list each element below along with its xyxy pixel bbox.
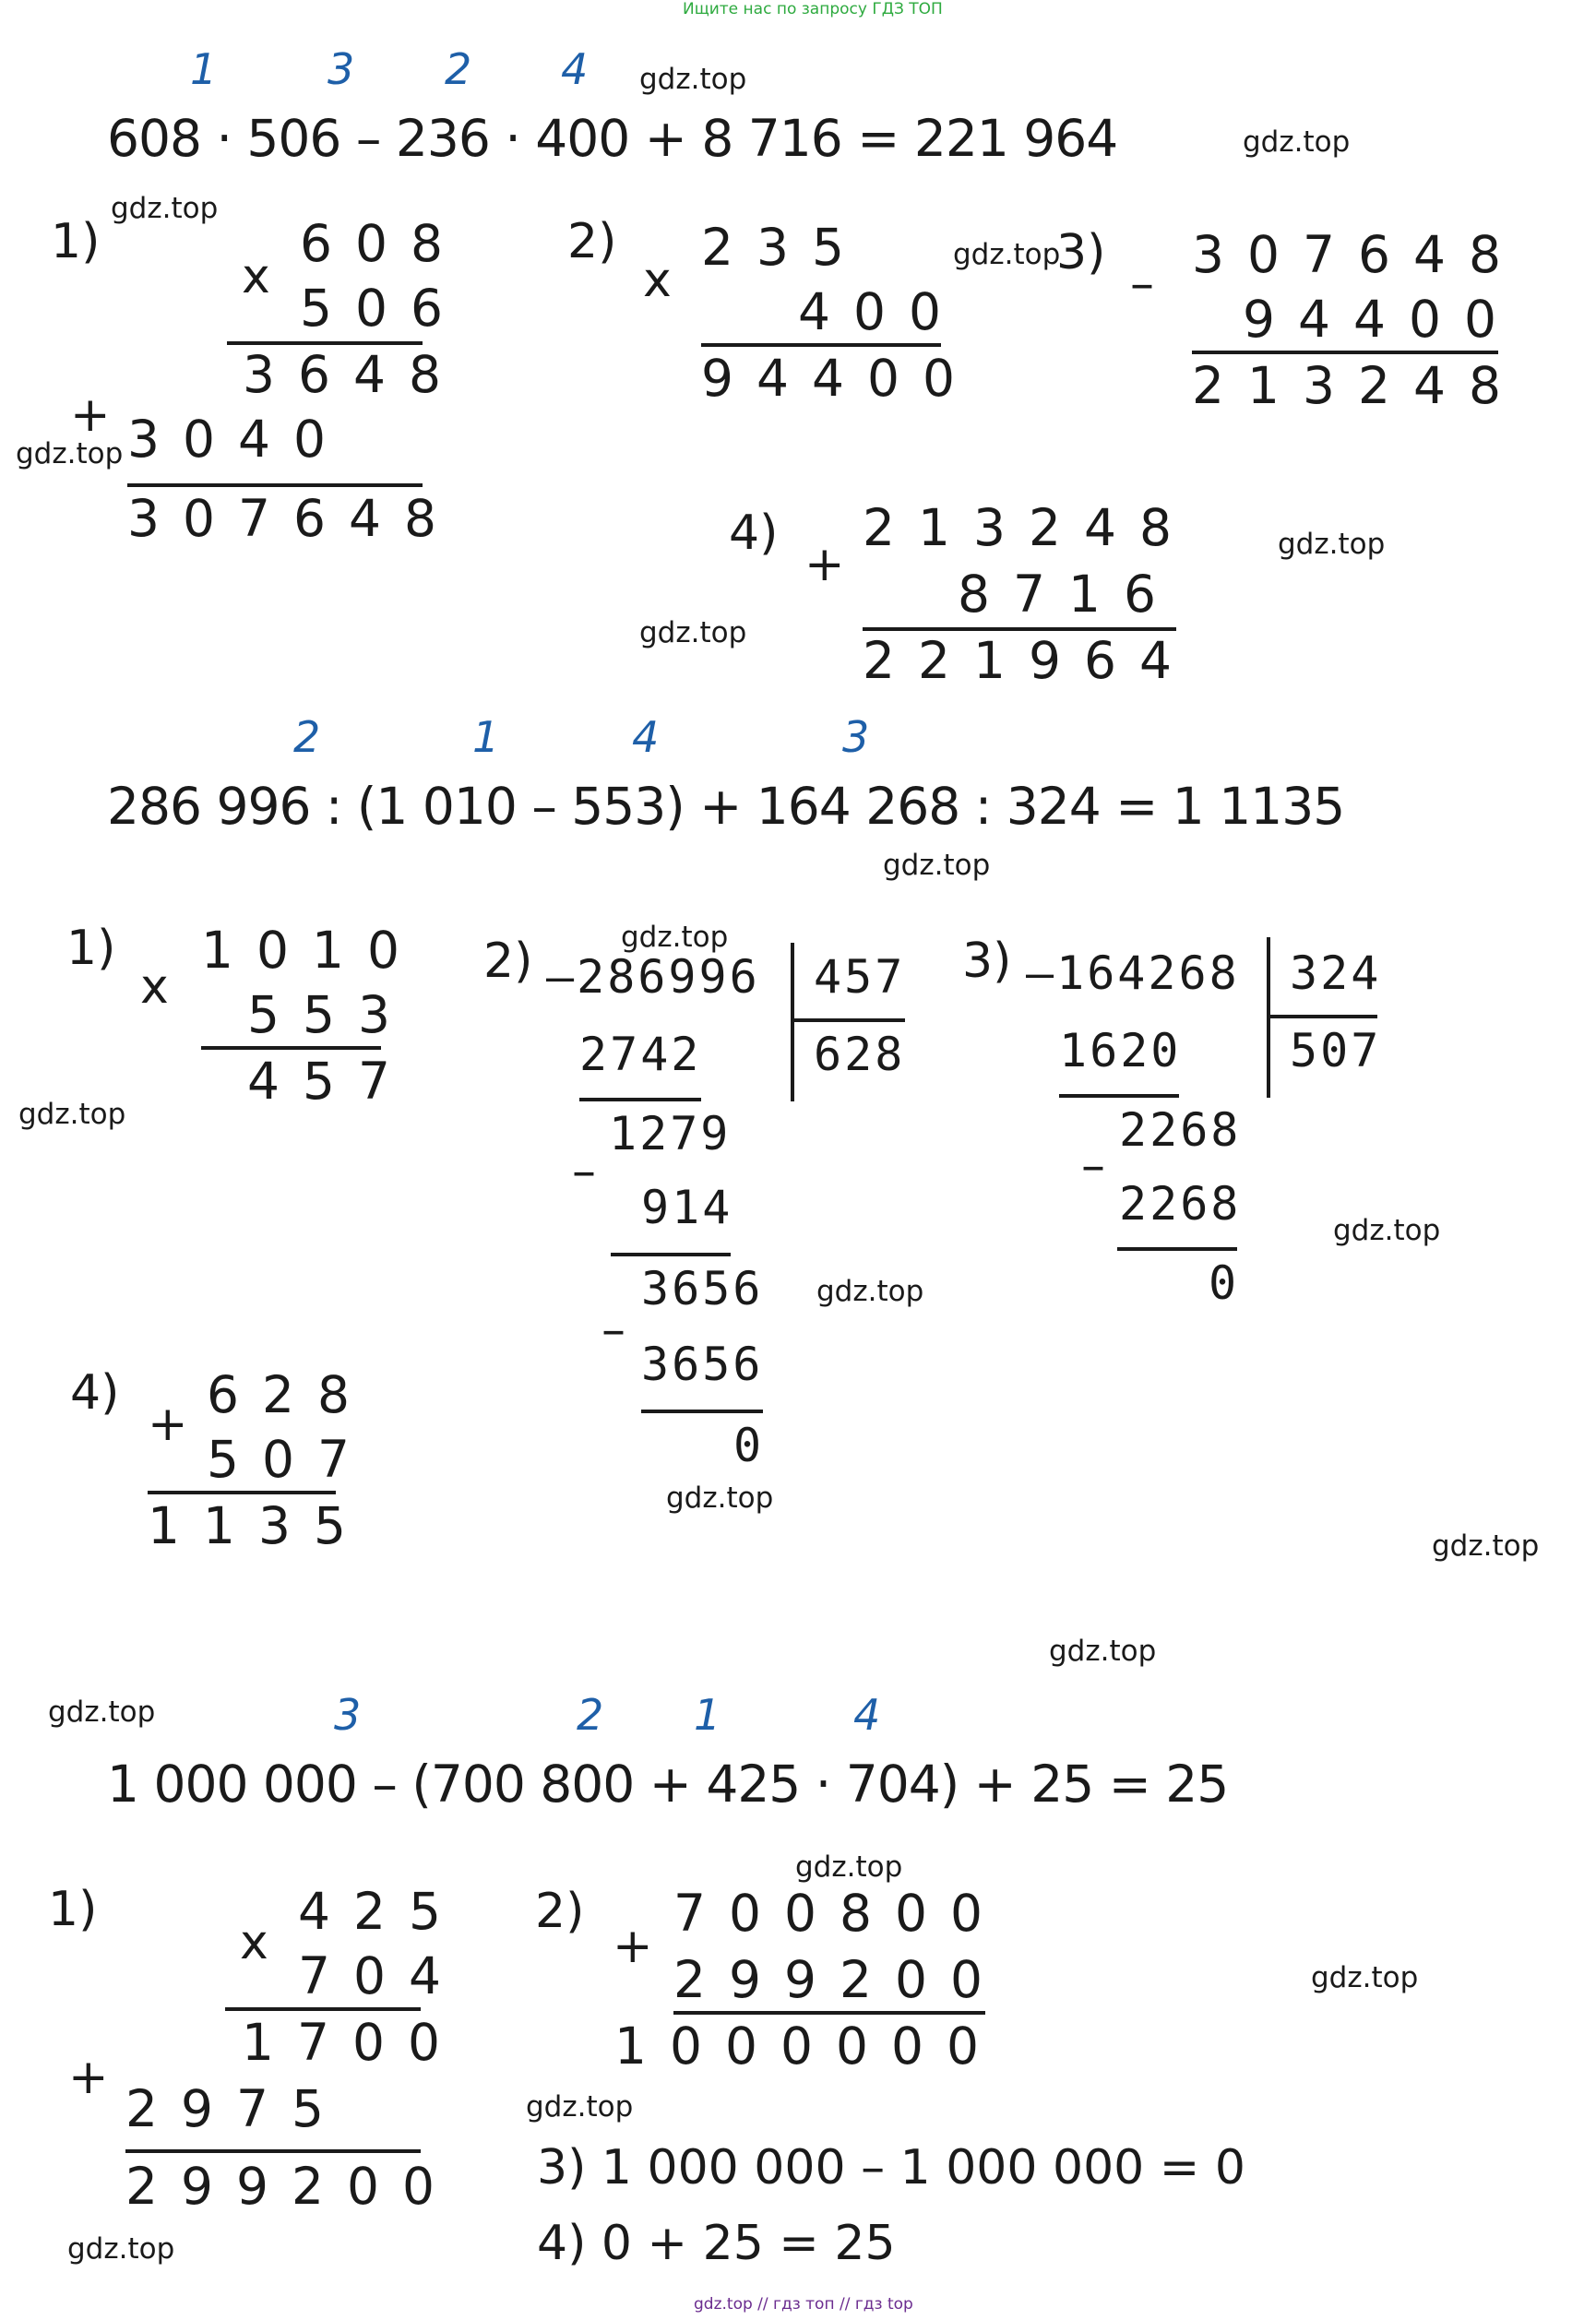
operand: 704 [298, 1946, 464, 2005]
divisor: 457 [814, 950, 906, 1004]
result: 299200 [125, 2157, 458, 2216]
watermark: gdz.top [1243, 125, 1351, 159]
rule [1267, 1015, 1377, 1018]
operand: 506 [300, 279, 466, 338]
divisor: 324 [1290, 946, 1382, 1000]
remainder: 3656 [641, 1262, 764, 1315]
step-label: 4) [729, 506, 779, 561]
dividend: –286996 [546, 950, 760, 1004]
rule [148, 1491, 336, 1494]
order-number: 1 [472, 712, 500, 762]
remainder: 0 [733, 1419, 765, 1472]
quotient: 507 [1290, 1024, 1382, 1077]
step-label: 2) [567, 214, 617, 269]
watermark: gdz.top [16, 437, 124, 470]
operand: 94400 [1243, 290, 1519, 349]
rule [579, 1098, 701, 1101]
operand: 235 [701, 218, 867, 277]
remainder: 0 [1209, 1256, 1240, 1310]
operand: 400 [798, 282, 964, 341]
result: 457 [247, 1052, 413, 1111]
minus-sign: – [572, 1144, 596, 1199]
multiply-sign: x [242, 249, 270, 304]
subtrahend: 914 [641, 1181, 733, 1234]
watermark: gdz.top [111, 192, 219, 225]
order-number: 1 [190, 44, 218, 94]
rule [225, 2007, 421, 2011]
rule [201, 1046, 381, 1050]
expression: 608 · 506 – 236 · 400 + 8 716 = 221 964 [107, 109, 1118, 168]
watermark: gdz.top [666, 1481, 774, 1515]
order-number: 3 [842, 712, 870, 762]
operand: 213248 [863, 498, 1195, 557]
dividend: –164268 [1026, 946, 1240, 1000]
plus-sign: + [70, 387, 111, 443]
rule [701, 343, 941, 347]
rule [641, 1410, 763, 1413]
watermark: gdz.top [1432, 1529, 1540, 1563]
division-bar [791, 943, 794, 1101]
rule [611, 1253, 731, 1256]
watermark: gdz.top [1278, 528, 1386, 561]
plus-sign: + [613, 1919, 653, 1974]
operand: 299200 [673, 1950, 1006, 2009]
watermark: gdz.top [883, 849, 991, 882]
plus-sign: + [148, 1397, 188, 1452]
operand: 307648 [1192, 225, 1524, 284]
watermark: gdz.top [795, 1850, 903, 1884]
operand: 608 [300, 214, 466, 273]
multiply-sign: x [240, 1915, 268, 1970]
watermark: gdz.top [48, 1695, 156, 1729]
rule [1192, 351, 1498, 354]
watermark: gdz.top [67, 2232, 175, 2266]
step-label: 2) [535, 1884, 585, 1939]
result: 1135 [148, 1496, 369, 1555]
partial-product: 1700 [242, 2013, 463, 2072]
order-number: 4 [853, 1690, 881, 1740]
result: 1000000 [614, 2017, 1002, 2076]
watermark: gdz.top [1311, 1961, 1419, 1994]
result: 94400 [701, 349, 978, 408]
rule [673, 2011, 985, 2015]
order-number: 2 [293, 712, 321, 762]
operand: 425 [298, 1882, 464, 1941]
subtrahend: 3656 [641, 1338, 764, 1391]
minus-sign: – [601, 1303, 625, 1358]
step-label: 2) [483, 934, 533, 989]
step-label: 3) [1056, 225, 1106, 280]
expression: 286 996 : (1 010 – 553) + 164 268 : 324 = 1 1135 [107, 777, 1345, 836]
result: 213248 [1192, 356, 1524, 415]
operand: 8716 [958, 565, 1179, 624]
rule [1117, 1247, 1237, 1251]
operand: 1010 [201, 921, 423, 980]
plus-sign: + [68, 2050, 109, 2105]
rule [125, 2149, 421, 2153]
operand: 700800 [673, 1884, 1006, 1943]
rule [127, 483, 423, 487]
multiply-sign: x [140, 959, 169, 1015]
operand: 553 [247, 985, 413, 1044]
watermark: gdz.top [1333, 1214, 1441, 1247]
operand: 628 [207, 1365, 373, 1424]
order-number: 4 [632, 712, 660, 762]
subtrahend: 1620 [1059, 1024, 1182, 1077]
step-label: 1) [66, 921, 116, 976]
order-number: 2 [577, 1690, 604, 1740]
watermark: gdz.top [621, 921, 729, 954]
rule [1059, 1094, 1179, 1098]
watermark: gdz.top [816, 1275, 924, 1308]
minus-sign: – [1081, 1138, 1105, 1194]
watermark: gdz.top [953, 238, 1061, 271]
minus-sign: – [1130, 256, 1154, 312]
plus-sign: + [804, 537, 845, 592]
watermark: gdz.top [639, 616, 747, 649]
partial-product: 3040 [127, 410, 349, 469]
rule [791, 1018, 905, 1022]
expression: 1 000 000 – (700 800 + 425 · 704) + 25 = 25 [107, 1755, 1229, 1814]
result: 307648 [127, 489, 459, 548]
watermark: gdz.top [639, 63, 747, 96]
step-3-statement: 3) 1 000 000 – 1 000 000 = 0 [537, 2140, 1245, 2195]
remainder: 1279 [609, 1107, 732, 1160]
step-label: 1) [48, 1882, 98, 1937]
step-label: 1) [51, 214, 101, 269]
order-number: 1 [694, 1690, 721, 1740]
watermark: gdz.top [18, 1098, 126, 1131]
top-note: Ищите нас по запросу ГДЗ ТОП [683, 0, 943, 18]
order-number: 4 [561, 44, 589, 94]
order-number: 3 [328, 44, 355, 94]
footer-note: gdz.top // гдз топ // гдз top [694, 2295, 913, 2314]
remainder: 2268 [1119, 1103, 1242, 1157]
operand: 507 [207, 1430, 373, 1489]
order-number: 3 [334, 1690, 362, 1740]
partial-product: 3648 [243, 345, 464, 404]
step-label: 3) [962, 934, 1012, 989]
multiply-sign: x [643, 253, 672, 308]
partial-product: 2975 [125, 2079, 347, 2138]
step-4-statement: 4) 0 + 25 = 25 [537, 2216, 896, 2271]
watermark: gdz.top [1049, 1635, 1157, 1668]
step-label: 4) [70, 1365, 120, 1421]
watermark: gdz.top [526, 2090, 634, 2124]
subtrahend: 2742 [579, 1028, 702, 1081]
subtrahend: 2268 [1119, 1177, 1242, 1231]
order-number: 2 [445, 44, 472, 94]
quotient: 628 [814, 1028, 906, 1081]
result: 221964 [863, 631, 1195, 690]
